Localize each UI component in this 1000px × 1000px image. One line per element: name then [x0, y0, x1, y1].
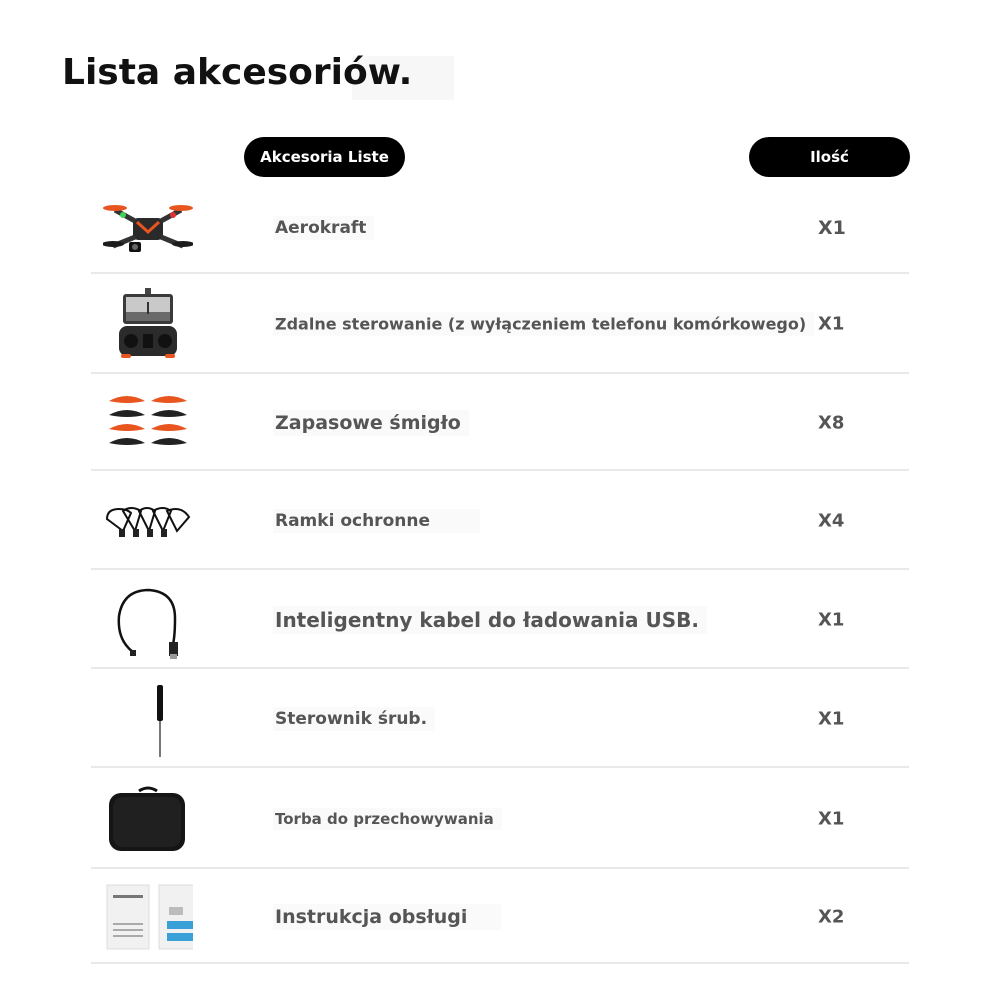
item-label: Instrukcja obsługi: [273, 904, 501, 930]
item-label: Ramki ochronne: [273, 509, 480, 533]
usb-cable-icon: [103, 580, 193, 660]
list-item: [91, 669, 909, 768]
list-item: [91, 374, 909, 471]
manual-icon: [103, 877, 193, 957]
list-item: [91, 869, 909, 964]
item-label: Zapasowe śmigło: [273, 410, 469, 436]
item-quantity: X1: [818, 217, 846, 239]
item-label: Inteligentny kabel do ładowania USB.: [273, 606, 707, 634]
item-quantity: X1: [818, 708, 845, 729]
item-label: Torba do przechowywania: [273, 808, 502, 830]
item-quantity: X1: [818, 313, 845, 335]
row-divider: [91, 962, 909, 964]
list-item: [91, 182, 909, 274]
item-quantity: X1: [818, 808, 845, 829]
item-label: Zdalne sterowanie (z wyłączeniem telefonu komórkowego): [273, 313, 814, 336]
page-title: Lista akcesoriów.: [62, 52, 413, 93]
item-quantity: X1: [818, 609, 845, 630]
list-item: [91, 570, 909, 669]
quantity-column-header: Ilość: [749, 137, 910, 177]
list-item: [91, 274, 909, 374]
remote-controller-icon: [103, 284, 193, 364]
item-quantity: X2: [818, 906, 845, 927]
item-label: Aerokraft: [273, 216, 374, 240]
accessories-column-header: Akcesoria Liste: [244, 137, 405, 177]
list-item: [91, 471, 909, 570]
propeller-guards-icon: [103, 481, 193, 561]
storage-bag-icon: [103, 779, 193, 859]
item-quantity: X8: [818, 412, 845, 433]
drone-icon: [103, 188, 193, 268]
propellers-icon: [103, 383, 193, 463]
item-label: Sterownik śrub.: [273, 707, 435, 731]
list-item: [91, 768, 909, 869]
item-quantity: X4: [818, 510, 845, 531]
screwdriver-icon: [103, 679, 193, 759]
